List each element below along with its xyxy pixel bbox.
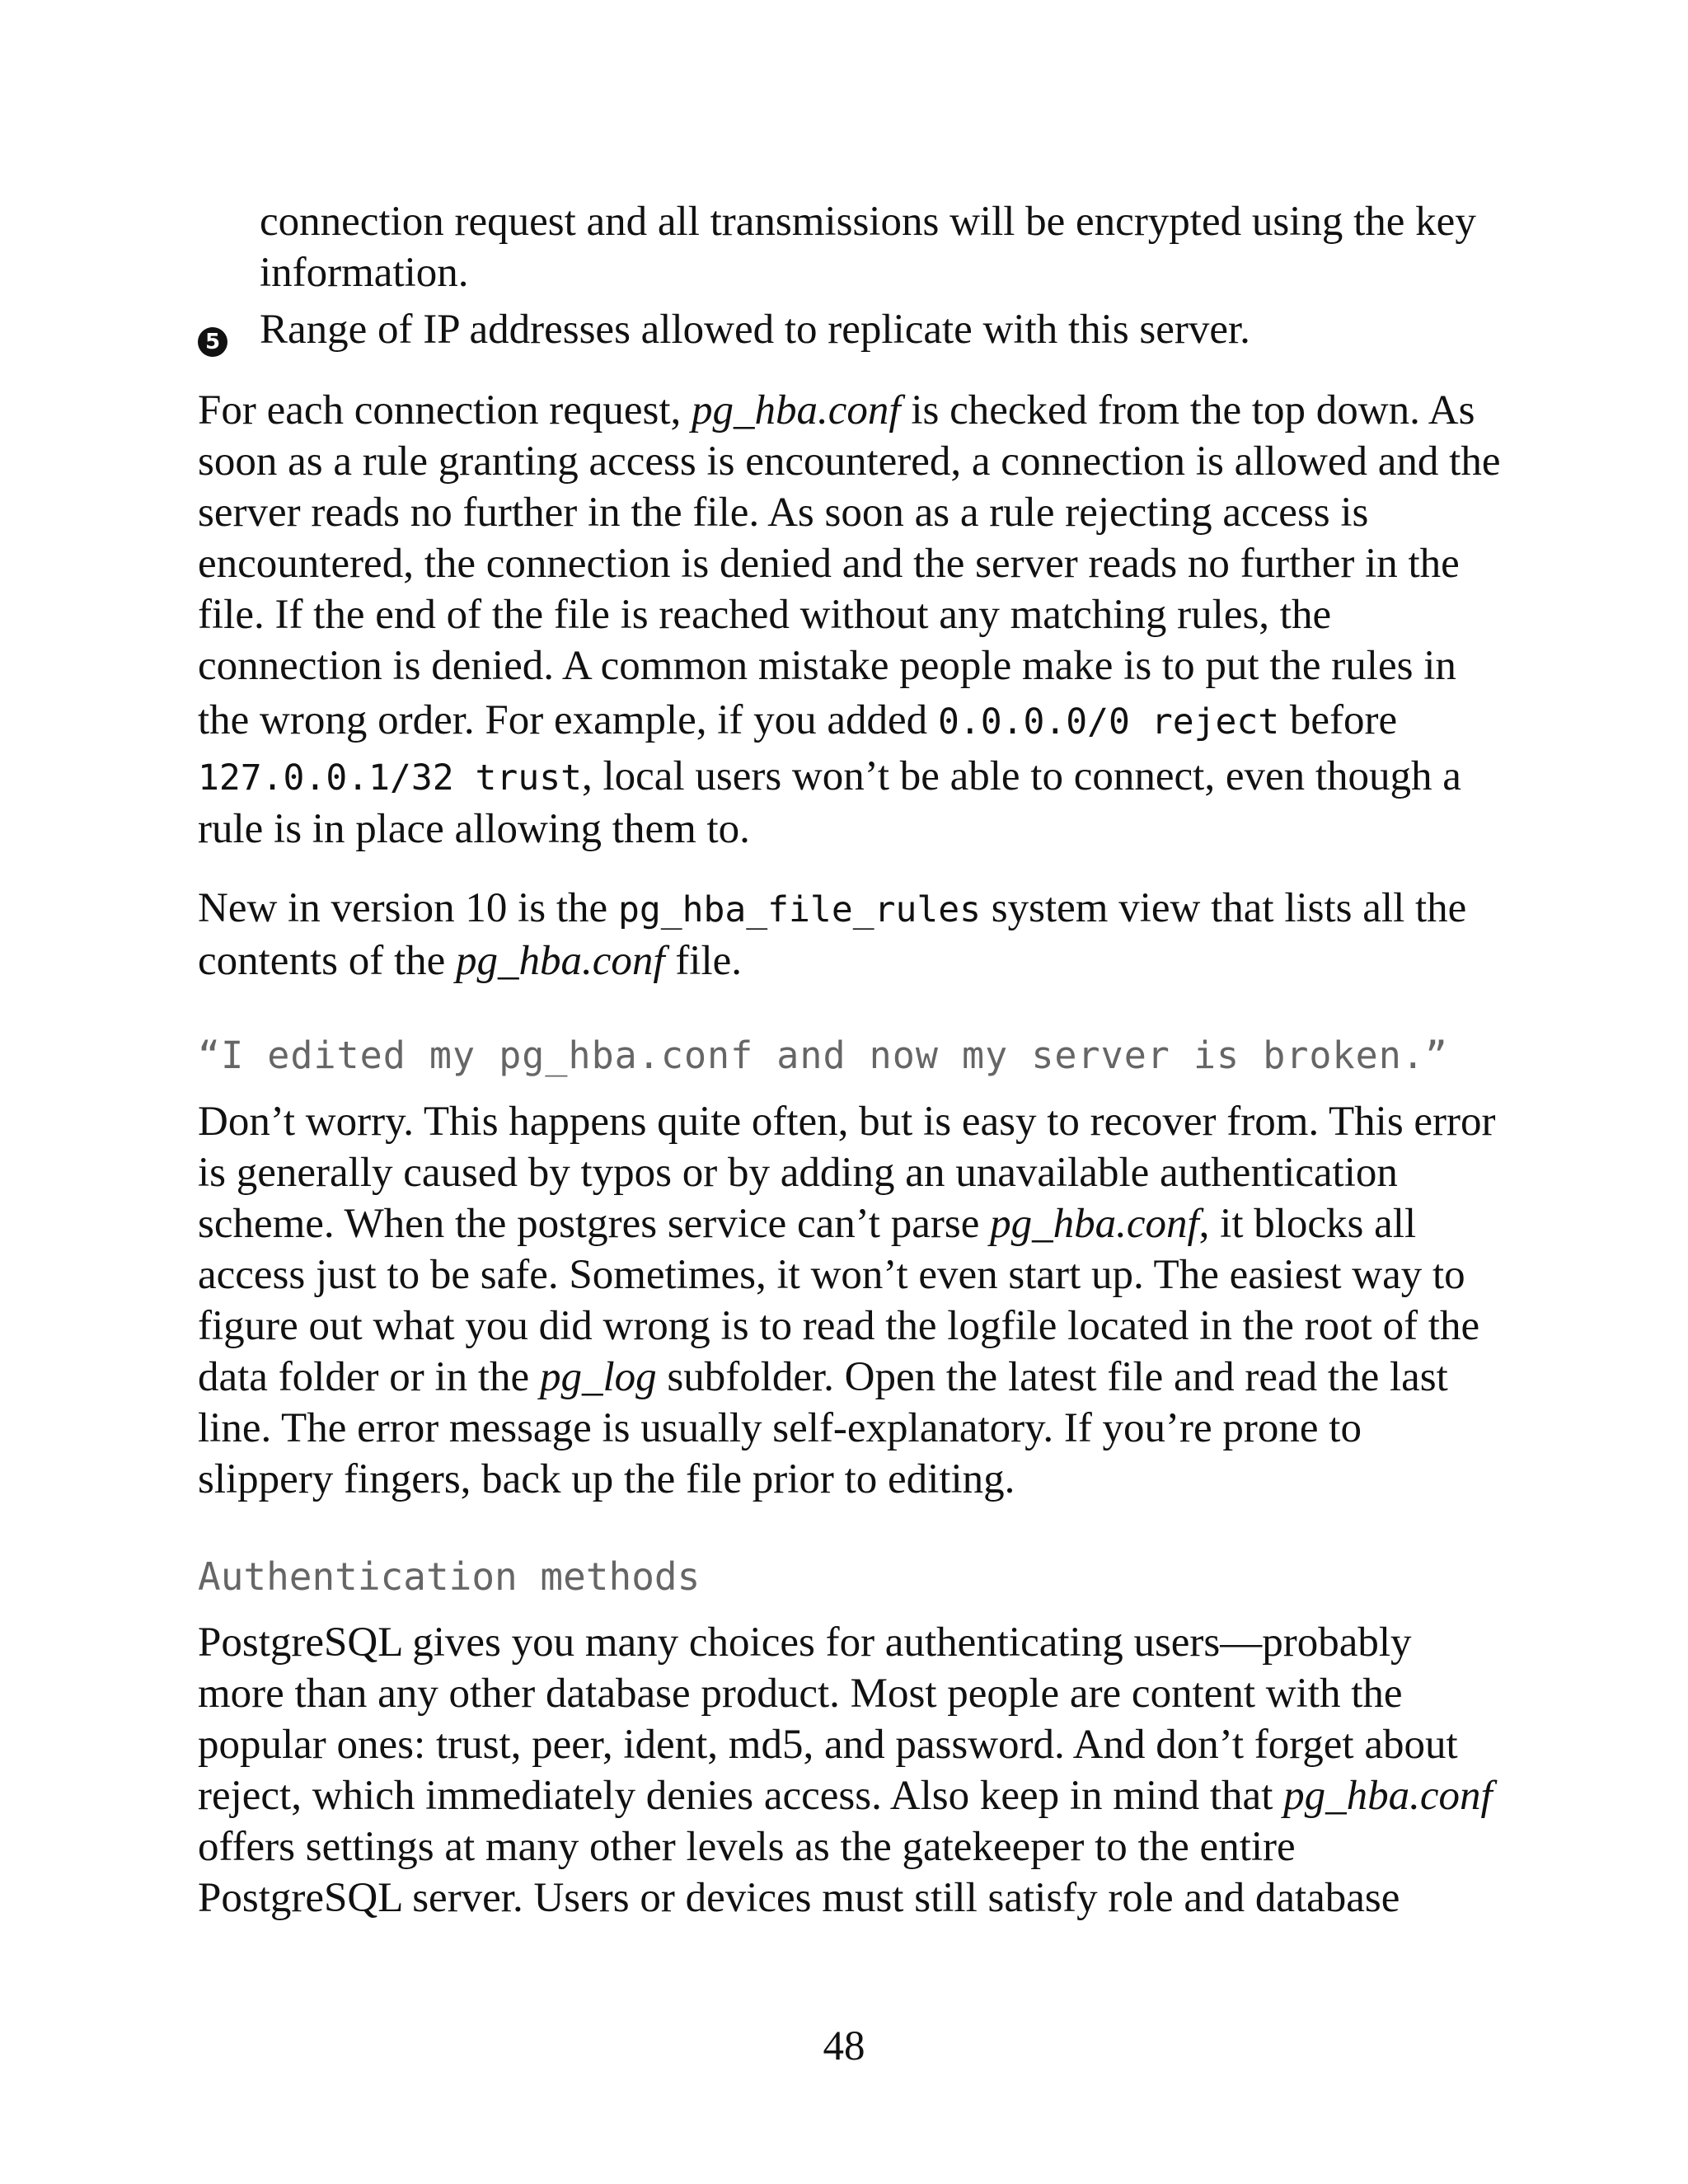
inline-code: pg_hba_file_rules [617,889,982,930]
text-line: line. The error message is usually self-explanatory. If you’re prone to [198,1405,1362,1451]
paragraph-connection-order [198,385,1500,855]
text-line: access just to be safe. Sometimes, it won’t even start up. The easiest way to [198,1252,1465,1298]
list-continuation [260,196,1496,298]
text-line: the wrong order. For example, if you added 0.0.0.0/0 reject before [198,697,1398,743]
inline-code: 0.0.0.0/0 reject [937,701,1280,743]
text-line: 127.0.0.1/32 trust, local users won’t be able to connect, even though a [198,753,1461,799]
text-line: rule is in place allowing them to. [198,806,750,852]
text-line: scheme. When the postgres service can’t parse pg_hba.conf, it blocks all [198,1201,1417,1247]
pull-quote: “I edited my pg_hba.conf and now my server is broken.” [198,1033,1448,1077]
text-line: connection request and all transmissions will be encrypted using the key [260,199,1476,245]
text-line: figure out what you did wrong is to read the logfile located in the root of the [198,1303,1480,1349]
text-line: more than any other database product. Most people are content with the [198,1671,1403,1717]
text-line: PostgreSQL gives you many choices for authenticating users—probably [198,1619,1412,1666]
section-heading: Authentication methods [198,1554,701,1599]
text-line: slippery fingers, back up the file prior to editing. [198,1456,1015,1502]
text-line: encountered, the connection is denied and the server reads no further in the [198,541,1460,587]
text-line: reject, which immediately denies access. Also keep in mind that pg_hba.conf [198,1773,1493,1819]
callout-text: Range of IP addresses allowed to replicate with this server. [260,307,1250,353]
filename-emphasis: pg_hba.conf [1283,1773,1493,1819]
inline-code: 127.0.0.1/32 trust [198,757,582,799]
paragraph-new-view [198,883,1500,987]
callout-number-icon: 5 [198,327,227,357]
text-line: server reads no further in the file. As soon as a rule rejecting access is [198,490,1369,536]
text-line: popular ones: trust, peer, ident, md5, and password. And don’t forget about [198,1722,1458,1768]
text-line: file. If the end of the file is reached without any matching rules, the [198,592,1332,638]
text-line: Don’t worry. This happens quite often, but is easy to recover from. This error [198,1099,1496,1145]
filename-emphasis: pg_hba.conf [692,387,901,434]
text-line: information. [260,250,469,296]
text-line: offers settings at many other levels as the gatekeeper to the entire [198,1824,1296,1870]
text-line: is generally caused by typos or by adding an unavailable authentication [198,1150,1398,1196]
text-line: connection is denied. A common mistake people make is to put the rules in [198,643,1456,689]
callout-item [260,304,1496,355]
text-line: For each connection request, pg_hba.conf is checked from the top down. As [198,387,1475,434]
paragraph-authentication-methods [198,1617,1500,1924]
text-line: contents of the pg_hba.conf file. [198,938,743,984]
text-line: PostgreSQL server. Users or devices must still satisfy role and database [198,1875,1400,1921]
folder-emphasis: pg_log [539,1354,657,1400]
text-line: soon as a rule granting access is encountered, a connection is allowed and the [198,438,1501,485]
page-number: 48 [823,2023,865,2069]
text-line: data folder or in the pg_log subfolder. Open the latest file and read the last [198,1354,1448,1400]
text-line: New in version 10 is the pg_hba_file_rules system view that lists all the [198,885,1467,931]
paragraph-recovery [198,1096,1500,1505]
filename-emphasis: pg_hba.conf [990,1201,1199,1247]
filename-emphasis: pg_hba.conf [456,938,665,984]
